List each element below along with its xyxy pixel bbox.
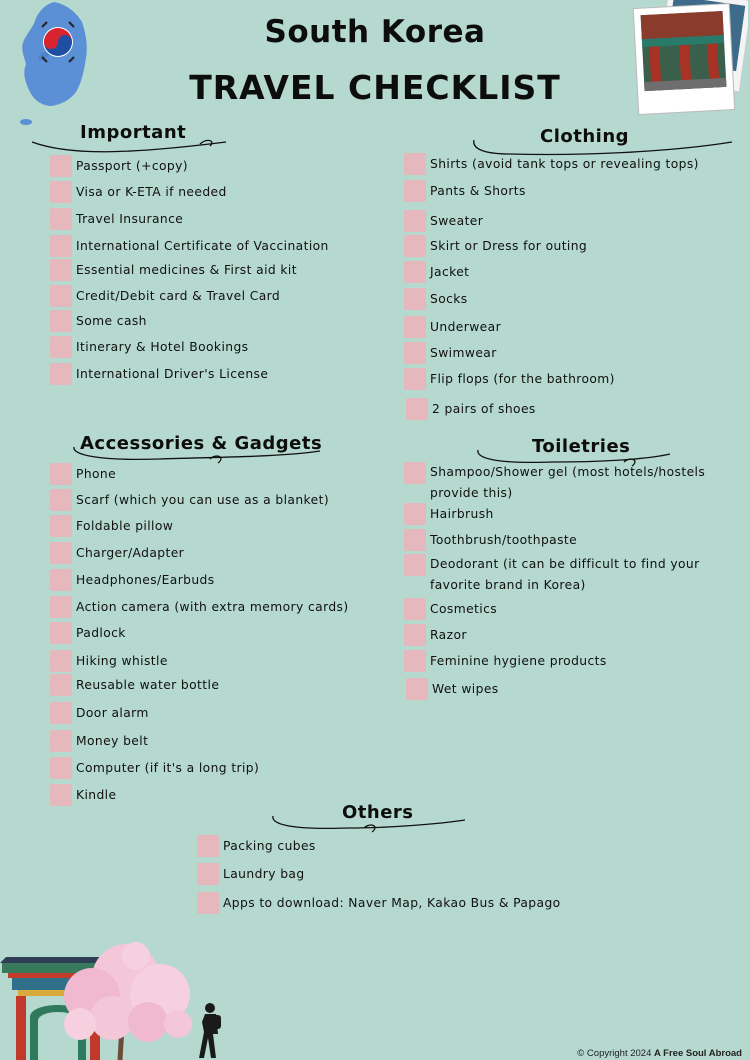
checklist-item [406,678,499,700]
checklist-item [50,363,268,385]
checklist-item [404,650,607,672]
section-important [30,120,360,390]
checklist-item [50,235,329,257]
checklist-item [197,892,561,914]
checklist-item [406,398,536,420]
section-title: Important [80,122,187,143]
item-label: Packing cubes [223,839,316,853]
checklist-item [50,569,215,591]
item-label: Feminine hygiene products [430,654,607,668]
checkbox[interactable] [404,554,426,576]
item-label: Computer (if it's a long trip) [76,761,260,775]
item-label: Travel Insurance [76,212,184,226]
checklist-item [404,261,469,283]
item-label: Razor [430,628,467,642]
item-label: Visa or K-ETA if needed [76,185,227,199]
checklist-item [404,316,501,338]
checklist-item [404,180,526,202]
checkbox[interactable] [404,503,426,525]
section-title: Others [342,802,414,823]
checkbox[interactable] [406,398,428,420]
checkbox[interactable] [50,208,72,230]
checkbox[interactable] [404,598,426,620]
checkbox[interactable] [50,463,72,485]
checkbox[interactable] [50,489,72,511]
checklist-item [404,598,497,620]
checklist-item [50,208,183,230]
item-label: Shirts (avoid tank tops or revealing tops) [430,157,699,171]
item-label: Essential medicines & First aid kit [76,263,297,277]
section-clothing [404,122,744,422]
section-accessories [50,431,370,811]
checkbox[interactable] [404,235,426,257]
checkbox[interactable] [50,336,72,358]
item-label: Shampoo/Shower gel (most hotels/hostels provide this) [430,465,706,500]
item-label: Sweater [430,214,484,228]
item-label: International Driver's License [76,367,269,381]
checkbox[interactable] [50,515,72,537]
item-label: Reusable water bottle [76,678,220,692]
item-label: Hairbrush [430,507,494,521]
checkbox[interactable] [50,542,72,564]
checkbox[interactable] [50,622,72,644]
item-label: Padlock [76,626,126,640]
checkbox[interactable] [50,259,72,281]
item-label: Itinerary & Hotel Bookings [76,340,249,354]
hiker-silhouette-icon [196,1002,226,1060]
checklist-item [50,784,116,806]
checkbox[interactable] [404,153,426,175]
item-label: Socks [430,292,468,306]
item-label: Hiking whistle [76,654,168,668]
item-label: Some cash [76,314,147,328]
item-label: Skirt or Dress for outing [430,239,588,253]
checklist-item [197,835,316,857]
section-title: Toiletries [532,436,631,457]
checkbox[interactable] [404,210,426,232]
checkbox[interactable] [50,569,72,591]
item-label: Flip flops (for the bathroom) [430,372,615,386]
checklist-item [404,624,467,646]
checkbox[interactable] [404,462,426,484]
checkbox[interactable] [197,892,219,914]
checkbox[interactable] [50,702,72,724]
item-label: Charger/Adapter [76,546,185,560]
checklist-item [50,542,184,564]
item-label: Swimwear [430,346,497,360]
section-header [50,431,370,465]
checkbox[interactable] [50,757,72,779]
item-label: 2 pairs of shoes [432,402,536,416]
checkbox[interactable] [50,784,72,806]
checkbox[interactable] [404,624,426,646]
item-label: Apps to download: Naver Map, Kakao Bus & Papago [223,896,561,910]
cherry-blossom-tree-icon [52,938,200,1060]
checklist-item [50,463,116,485]
section-title: Accessories & Gadgets [80,433,323,454]
item-label: Foldable pillow [76,519,174,533]
checkbox[interactable] [50,650,72,672]
checklist-item [404,153,699,175]
checkbox[interactable] [404,316,426,338]
copyright-owner: A Free Soul Abroad [654,1048,742,1059]
checkbox[interactable] [404,261,426,283]
item-label: Pants & Shorts [430,184,526,198]
item-label: Deodorant (it can be difficult to find your favorite brand in Korea) [430,557,700,592]
checkbox[interactable] [50,155,72,177]
item-label: Money belt [76,734,149,748]
item-label: International Certificate of Vaccination [76,239,329,253]
item-label: Jacket [430,265,470,279]
checklist-item [50,285,280,307]
checklist-item [50,259,297,281]
checkbox[interactable] [404,650,426,672]
checkbox[interactable] [404,529,426,551]
checkbox[interactable] [406,678,428,700]
checklist-item [50,596,349,618]
checklist-item [50,155,188,177]
section-toiletries [404,434,744,704]
checklist-item [404,342,497,364]
checklist-item [404,235,587,257]
checklist-item [50,622,126,644]
item-label: Door alarm [76,706,149,720]
checklist-item [404,288,468,310]
checklist-item [50,730,148,752]
checkbox[interactable] [50,181,72,203]
item-label: Passport (+copy) [76,159,188,173]
checklist-item [404,210,483,232]
checkbox[interactable] [50,674,72,696]
item-label: Wet wipes [432,682,499,696]
item-label: Underwear [430,320,502,334]
checklist-item [404,554,724,596]
checklist-item [197,863,305,885]
item-label: Credit/Debit card & Travel Card [76,289,281,303]
checklist-item [50,757,259,779]
item-label: Action camera (with extra memory cards) [76,600,349,614]
item-label: Kindle [76,788,117,802]
section-others [197,800,597,920]
checkbox[interactable] [404,342,426,364]
checkbox[interactable] [50,596,72,618]
checklist-item [50,181,227,203]
checklist-item [50,674,219,696]
checklist-item [50,336,248,358]
title-line-2: TRAVEL CHECKLIST [189,68,561,107]
checkbox[interactable] [50,285,72,307]
checklist-item [404,529,577,551]
checklist-item [404,462,724,504]
checklist-item [50,515,173,537]
checklist-item [404,503,494,525]
section-header [30,120,360,154]
checkbox[interactable] [50,363,72,385]
checkbox[interactable] [50,235,72,257]
title-line-1: South Korea [264,14,486,50]
item-label: Headphones/Earbuds [76,573,215,587]
item-label: Toothbrush/toothpaste [430,533,578,547]
checklist-item [404,368,615,390]
checklist-item [50,310,147,332]
section-title: Clothing [540,126,630,147]
item-label: Phone [76,467,117,481]
checkbox[interactable] [404,288,426,310]
checkbox[interactable] [50,310,72,332]
copyright-prefix: © Copyright 2024 [577,1048,652,1059]
item-label: Scarf (which you can use as a blanket) [76,493,330,507]
checkbox[interactable] [50,730,72,752]
copyright-notice [577,1048,742,1059]
checklist-item [50,702,149,724]
checkbox[interactable] [197,863,219,885]
section-header [197,800,597,834]
item-label: Laundry bag [223,867,305,881]
checklist-item [50,650,168,672]
item-label: Cosmetics [430,602,498,616]
checklist-item [50,489,329,511]
checkbox[interactable] [404,368,426,390]
checkbox[interactable] [404,180,426,202]
section-header [404,122,744,156]
checkbox[interactable] [197,835,219,857]
